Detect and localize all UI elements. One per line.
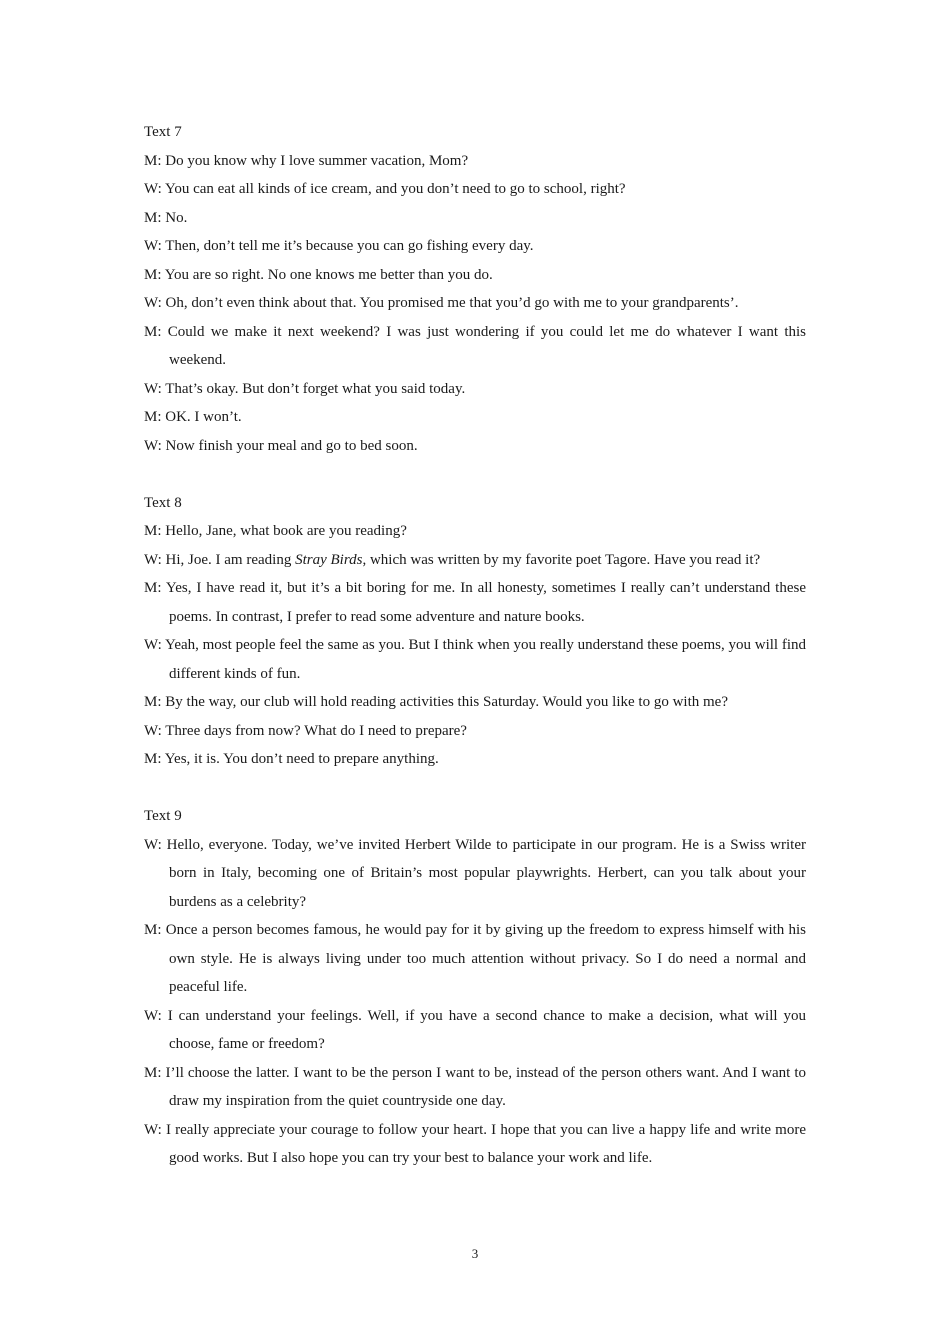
dialogue-line: [144, 375, 806, 404]
utterance: You are so right. No one knows me better than you do.: [164, 266, 493, 283]
utterance: You can eat all kinds of ice cream, and you don’t need to go to school, right?: [164, 181, 626, 197]
document-page: [144, 118, 806, 1173]
utterance: Do you know why I love summer vacation, Mom?: [165, 152, 469, 169]
utterance: I can understand your feelings. Well, if you have a second chance to make a decision, what will you choose, fame or freedom?: [167, 1007, 806, 1052]
speaker: W:: [144, 238, 162, 254]
speaker: M:: [144, 694, 162, 710]
utterance-after-title: , which was written by my favorite poet Tagore. Have you read it?: [362, 551, 761, 568]
utterance: By the way, our club will hold reading activities this Saturday. Would you like to go with me?: [165, 694, 728, 710]
speaker: M:: [144, 580, 162, 596]
section-title: Text 7: [144, 124, 182, 140]
utterance: I really appreciate your courage to follow your heart. I hope that you can live a happy life and write more good works. But I also hope you can try your best to balance your work and life.: [165, 1121, 806, 1166]
speaker: W:: [144, 1007, 162, 1024]
speaker: W:: [144, 1121, 162, 1138]
utterance: Yes, I have read it, but it’s a bit boring for me. In all honesty, sometimes I really can’t understand these poems. In contrast, I prefer to read some adventure and nature books.: [165, 580, 806, 625]
dialogue-line: [144, 517, 806, 546]
section-title: Text 8: [144, 494, 182, 511]
dialogue-line: [144, 717, 806, 746]
speaker: M:: [144, 523, 162, 539]
section-text-8: [144, 489, 806, 774]
dialogue-line: [144, 631, 806, 688]
speaker: W:: [144, 836, 162, 853]
speaker: M:: [144, 922, 162, 938]
speaker: W:: [144, 551, 162, 568]
section-text-7: [144, 118, 806, 460]
dialogue-line: [144, 403, 806, 432]
utterance: Yes, it is. You don’t need to prepare anything.: [164, 751, 439, 767]
utterance: OK. I won’t.: [165, 409, 242, 425]
speaker: W:: [144, 437, 162, 454]
utterance: Three days from now? What do I need to prepare?: [165, 722, 467, 739]
dialogue-line: [144, 574, 806, 631]
dialogue-line: [144, 289, 806, 318]
dialogue-line: [144, 688, 806, 717]
speaker: W:: [144, 637, 162, 653]
dialogue-line: [144, 1002, 806, 1059]
speaker: M:: [144, 266, 162, 283]
speaker: M:: [144, 152, 162, 169]
dialogue-line: [144, 204, 806, 233]
utterance: Yeah, most people feel the same as you. But I think when you really understand these poems, you will find different kinds of fun.: [164, 637, 806, 682]
dialogue-line: [144, 232, 806, 261]
dialogue-line: [144, 916, 806, 1002]
speaker: M:: [144, 209, 162, 226]
speaker: M:: [144, 1064, 162, 1081]
speaker: W:: [144, 722, 162, 739]
dialogue-line: [144, 745, 806, 774]
section-title: Text 9: [144, 808, 182, 824]
speaker: M:: [144, 323, 162, 340]
section-text-9: [144, 802, 806, 1173]
dialogue-line: [144, 546, 806, 575]
dialogue-line: [144, 261, 806, 290]
dialogue-line: [144, 318, 806, 375]
dialogue-line: [144, 1059, 806, 1116]
utterance: Could we make it next weekend? I was just wondering if you could let me do whatever I want this weekend.: [167, 323, 806, 368]
dialogue-line: [144, 432, 806, 461]
utterance: Now finish your meal and go to bed soon.: [165, 437, 418, 454]
utterance: No.: [165, 209, 188, 226]
page-number: 3: [471, 1246, 479, 1261]
utterance: Then, don’t tell me it’s because you can go fishing every day.: [165, 238, 534, 254]
speaker: W:: [144, 295, 162, 311]
utterance: Oh, don’t even think about that. You promised me that you’d go with me to your grandparents’.: [165, 295, 739, 311]
dialogue-line: [144, 1116, 806, 1173]
dialogue-line: [144, 175, 806, 204]
speaker: M:: [144, 409, 162, 425]
dialogue-line: [144, 147, 806, 176]
speaker: W:: [144, 380, 162, 397]
book-title: Stray Birds: [295, 551, 363, 568]
speaker: W:: [144, 181, 162, 197]
dialogue-line: [144, 831, 806, 917]
utterance: I’ll choose the latter. I want to be the person I want to be, instead of the person others want. And I want to draw my inspiration from the quiet countryside one day.: [165, 1064, 806, 1109]
utterance: Hello, everyone. Today, we’ve invited Herbert Wilde to participate in our program. He is a Swiss writer born in Italy, becoming one of Britain’s most popular playwrights. Herbert, can you talk about your burdens as a celebrity?: [166, 836, 806, 910]
utterance: Hello, Jane, what book are you reading?: [165, 523, 407, 539]
speaker: M:: [144, 751, 162, 767]
utterance: Once a person becomes famous, he would pay for it by giving up the freedom to express himself with his own style. He is always living under too much attention without privacy. So I do need a normal and peaceful life.: [165, 922, 807, 995]
utterance: That’s okay. But don’t forget what you said today.: [165, 380, 466, 397]
utterance-before-title: Hi, Joe. I am reading: [165, 551, 296, 568]
